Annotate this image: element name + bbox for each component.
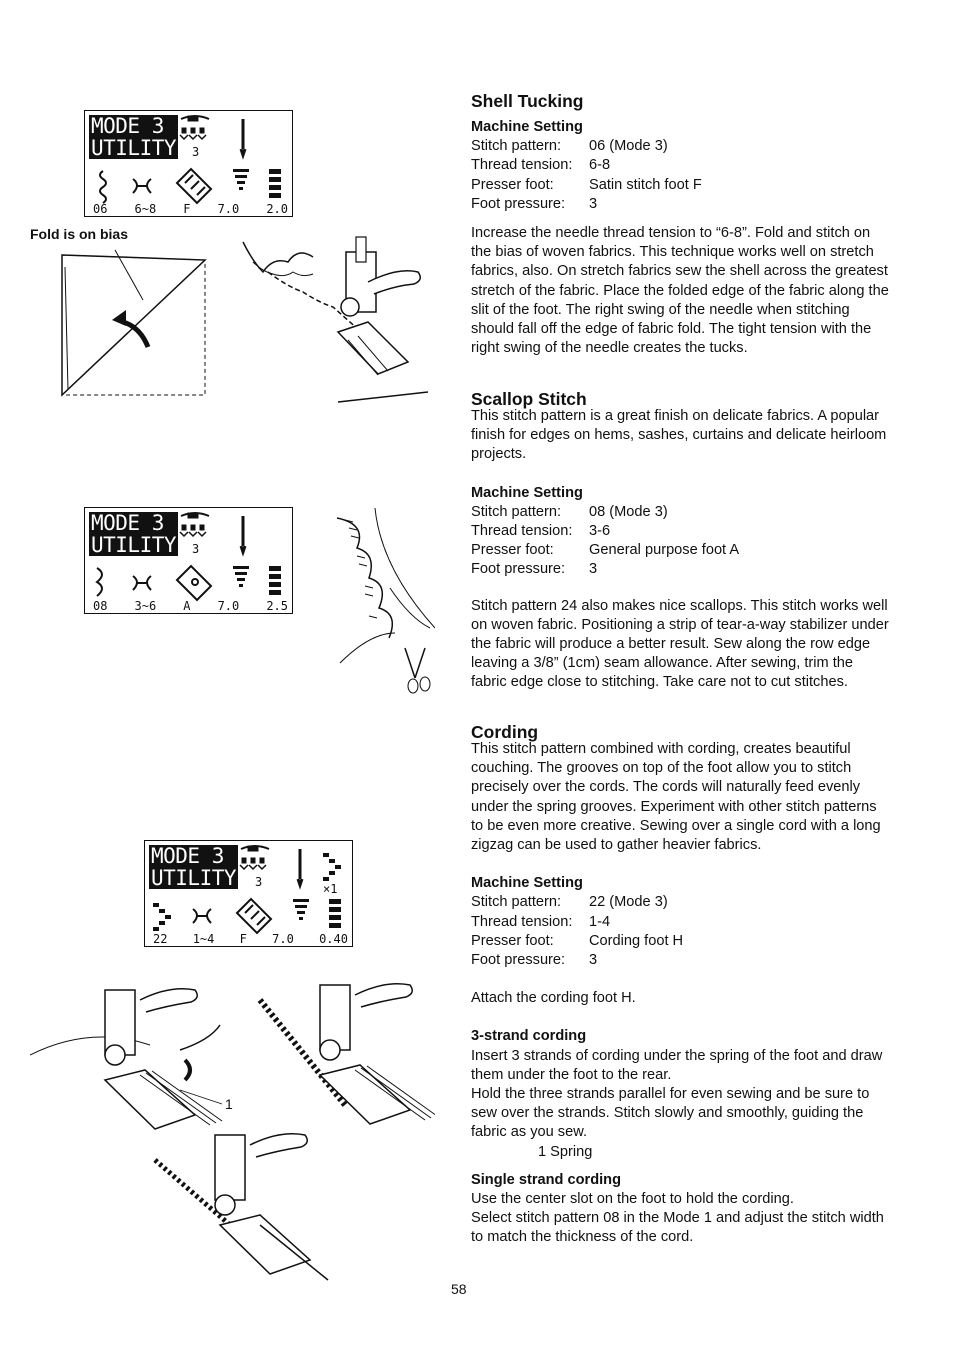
- lcd-mode-label: MODE 3 UTILITY: [91, 511, 177, 557]
- stitch-length-icon: [233, 169, 249, 190]
- lcd-icons: [85, 508, 292, 613]
- stitch-width-icon: [269, 169, 281, 198]
- body-text: Stitch pattern 24 also makes nice scallops. This stitch works well on woven fabric. Positioning a strip of tear-a-way stabilizer under the fabric will produce a better result. Sew along the row edge leaving a 3/8” (1cm) seam allowance. After sewing, trim the fabric edge close to stitching. Take care not to cut stitches.: [471, 597, 889, 691]
- single-strand-body: Use the center slot on the foot to hold the cording.: [471, 1191, 794, 1208]
- section-title: Cording: [471, 722, 539, 742]
- section-title: Shell Tucking: [471, 91, 584, 111]
- lcd-panel-scallop: [84, 507, 293, 614]
- single-strand-body: Select stitch pattern 08 in the Mode 1 and adjust the stitch width to match the thickness of the cord.: [471, 1210, 884, 1246]
- section-title: Scallop Stitch: [471, 389, 587, 409]
- pressure-digit: 3: [192, 145, 200, 159]
- setting-row: Stitch pattern: 22 (Mode 3): [471, 894, 668, 911]
- setting-row: Thread tension: 6-8: [471, 157, 611, 174]
- scallop-section: [471, 388, 891, 693]
- scallop-trim-illustration: [335, 508, 435, 698]
- lcd-values: 08 3~6 A 7.0 2.5: [93, 599, 288, 613]
- settings-list: [471, 137, 891, 214]
- settings-list: [471, 503, 891, 580]
- tension-icon: [180, 513, 209, 536]
- needle-icon: [241, 516, 245, 552]
- stitch-pattern-icon: [153, 903, 171, 931]
- tension-dial-icon: [193, 909, 211, 923]
- machine-setting-title: Machine Setting: [471, 484, 583, 501]
- attach-text: Attach the cording foot H.: [471, 990, 636, 1007]
- multiplier: ×1: [323, 882, 338, 896]
- machine-setting-title: Machine Setting: [471, 119, 583, 135]
- stitch-pattern-icon: [100, 171, 106, 203]
- presser-foot-icon: [177, 169, 211, 203]
- tension-dial-icon: [133, 576, 151, 590]
- setting-row: Presser foot: Cording foot H: [471, 932, 684, 949]
- stitch-length-icon: [233, 566, 249, 587]
- three-strand-cording-illustration: [30, 980, 235, 1135]
- setting-row: Stitch pattern: 08 (Mode 3): [471, 503, 668, 520]
- single-strand-cording-illustration: [150, 1130, 335, 1285]
- lcd-values: 06 6~8 F 7.0 2.0: [93, 202, 288, 216]
- stitch-length-icon: [293, 899, 309, 920]
- setting-row: Foot pressure: 3: [471, 952, 598, 969]
- lcd-mode-label: MODE 3 UTILITY: [151, 844, 237, 890]
- body-text: Increase the needle thread tension to “6-8”. Fold and stitch on the bias of woven fabrics. This technique works well on stretch fabrics, also. On stretch fabrics sew the shell across the greatest stretch of the fabric. Place the folded edge of the fabric along the slit of the foot. The right swing of the needle when stitching should fall off the edge of fabric fold. The tight tension with the right swing of the needle creates the tucks.: [471, 225, 889, 357]
- lcd-icons: [145, 841, 352, 946]
- three-strand-result-illustration: [255, 975, 435, 1130]
- setting-row: Thread tension: 3-6: [471, 523, 611, 540]
- setting-row: Thread tension: 1-4: [471, 913, 611, 930]
- machine-setting-title: Machine Setting: [471, 875, 583, 892]
- spring-note: 1 Spring: [538, 1143, 593, 1160]
- tension-icon: [180, 116, 209, 139]
- setting-row: Presser foot: General purpose foot A: [471, 542, 740, 559]
- settings-list: [471, 893, 891, 970]
- setting-row: Stitch pattern: 06 (Mode 3): [471, 138, 668, 155]
- stitch-width-icon: [269, 566, 281, 595]
- stitch-pattern-icon: [97, 568, 102, 596]
- lcd-mode-label: MODE 3 UTILITY: [91, 114, 177, 160]
- three-strand-body: Insert 3 strands of cording under the spring of the foot and draw them under the foot to the rear.: [471, 1047, 883, 1083]
- lcd-icons: [85, 111, 292, 216]
- lcd-panel-shell: [84, 110, 293, 217]
- setting-row: Foot pressure: 3: [471, 561, 598, 578]
- shell-tucking-sewing-illustration: [238, 232, 428, 407]
- intro-text: This stitch pattern is a great finish on delicate fabrics. A popular finish for edges on hems, sashes, curtains and delicate heirloom projects.: [471, 408, 887, 463]
- pressure-digit: 3: [192, 542, 200, 556]
- page-number: 58: [451, 1281, 467, 1297]
- needle-icon: [241, 119, 245, 155]
- presser-foot-icon: [177, 566, 211, 600]
- pressure-digit: 3: [255, 875, 263, 889]
- spring-callout: 1: [225, 1096, 233, 1112]
- presser-foot-icon: [237, 899, 271, 933]
- tension-dial-icon: [133, 179, 151, 193]
- lcd-panel-cording: [144, 840, 353, 947]
- setting-row: Presser foot: Satin stitch foot F: [471, 176, 702, 193]
- tension-icon: [240, 846, 269, 869]
- intro-text: This stitch pattern combined with cording, creates beautiful couching. The grooves on top of the foot allow you to stitch precisely over the cords. The cords will naturally feed evenly under the spring grooves. Experiment with other stitch patterns to be even more creative. Sewing over a single cord with a long zigzag can be used to gather heavier fabrics.: [471, 741, 881, 854]
- zigzag-preview-icon: [323, 853, 341, 881]
- fold-label: Fold is on bias: [30, 226, 129, 242]
- fold-on-bias-illustration: [40, 245, 220, 400]
- three-strand-title: 3-strand cording: [471, 1028, 587, 1045]
- shell-section: [471, 90, 891, 358]
- cording-section: [471, 721, 891, 1248]
- single-strand-title: Single strand cording: [471, 1171, 622, 1188]
- lcd-values: 22 1~4 F 7.0 0.40: [153, 932, 348, 946]
- setting-row: Foot pressure: 3: [471, 195, 598, 212]
- needle-icon: [298, 849, 302, 885]
- three-strand-body: Hold the three strands parallel for even sewing and be sure to sew over the strands. Stitch slowly and smoothly, guiding the fabric as you sew.: [471, 1086, 870, 1141]
- stitch-width-icon: [329, 899, 341, 928]
